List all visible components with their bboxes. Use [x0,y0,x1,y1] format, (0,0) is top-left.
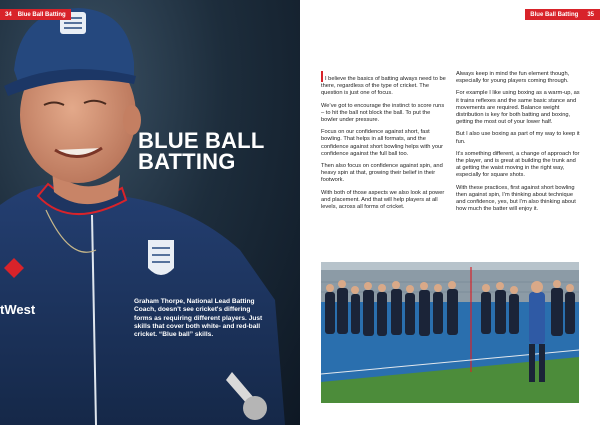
paragraph-marker-icon [321,71,323,82]
paragraph: Focus on our confidence against short, fast bowling. That helps in all formats, and the confidence against short bowling helps with your confidence against the full ball too. [321,129,444,157]
section-title: Blue Ball Batting [530,11,579,18]
right-page [300,0,600,425]
page-number: 35 [587,11,594,18]
paragraph: Always keep in mind the fun element though, especially for young players coming through. [456,71,570,85]
paragraph: Then also focus on confidence against spin, and heavy spin at that, growing their belief in their footwork. [321,163,443,184]
page-header-tag-left [0,9,71,20]
headline-line-1: BLUE BALL [138,128,265,153]
paragraph: For example I like using boxing as a warm-up, as it trains reflexes and the same basic stance and movements are required. Balance weight distribution is key for both batting and boxing, getting the most out of your lower half. [456,90,580,126]
paragraph: With both of those aspects we also look at power and placement. And that will help players at all levels, across all forms of cricket. [321,189,445,211]
page-header-tag-right [525,9,600,20]
paragraph: It’s something different, a change of approach for the player, and is great at building the trunk and at getting the waist moving in the right way, especially for square shots. [456,150,580,179]
section-title: Blue Ball Batting [17,11,66,18]
page-number: 34 [5,11,12,18]
text-column-2 [456,71,582,218]
article-headline [138,130,264,172]
shirt-sponsor-text: tWest [0,302,36,317]
paragraph: With these practices, first against short bowling then against spin, I’m thinking about technique and confidence, yes, but I’m also thinking about how much the batter will enjoy it. [456,184,576,213]
paragraph: I believe the basics of batting always need to be there, regardless of the type of cricket. The question is just one of focus. [321,71,447,98]
england-crest-icon [148,240,174,275]
photo-caption: Graham Thorpe, National Lead Batting Coach, doesn't see cricket's differing forms as requiring different players. Just skills that cover both white- and red-ball cricket. “Blue ball” skills. [134,298,263,339]
paragraph: But I also use boxing as part of my way to keep it fun. [456,131,580,145]
text-column-1 [321,71,447,216]
training-session-photo [321,262,579,403]
headline-line-2: BATTING [138,149,236,174]
paragraph: We’ve got to encourage the instinct to score runs – to hit the ball not block the ball. To put the bowler under pressure. [321,102,445,124]
